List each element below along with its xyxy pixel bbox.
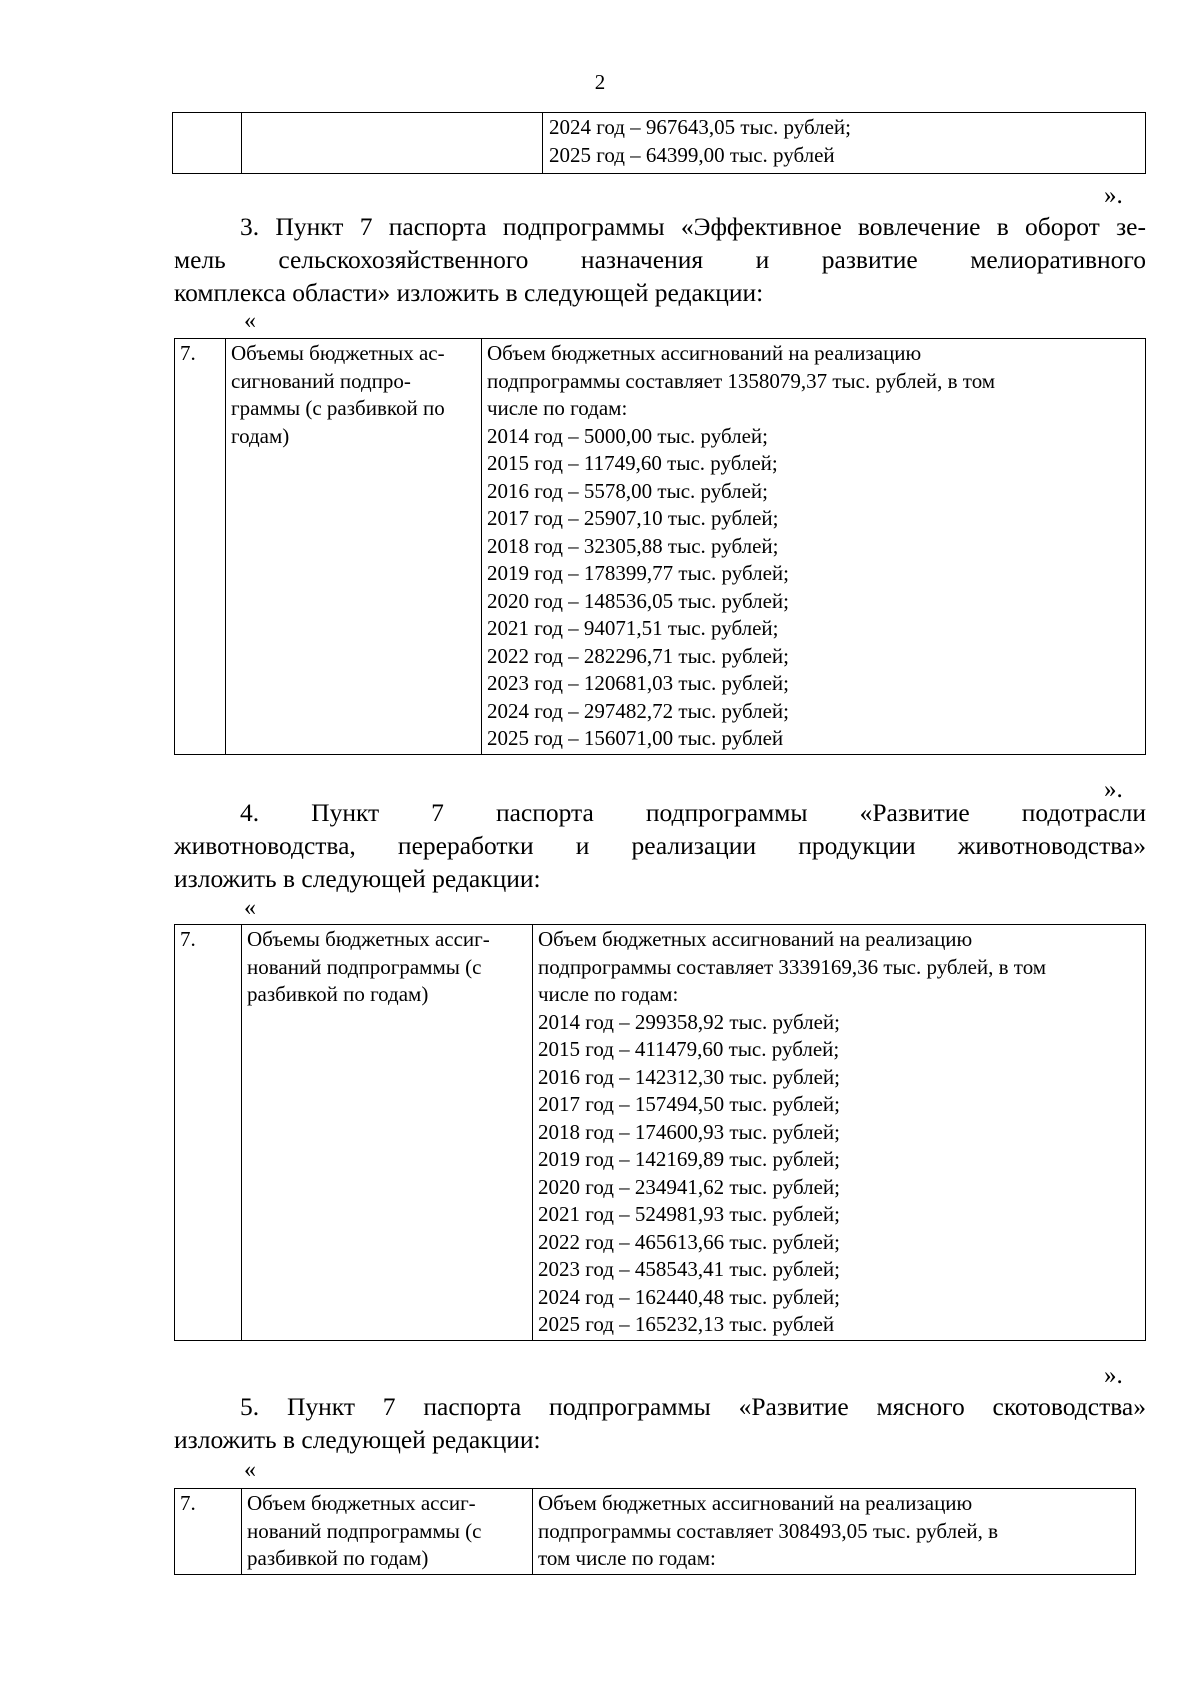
table-cell-num: 7. (175, 339, 226, 755)
label-line: сигнований подпро- (231, 368, 411, 393)
paragraph-line: 4. Пункт 7 паспорта подпрограммы «Развитие подотрасли (240, 798, 1146, 827)
table-cell-values (533, 1489, 1136, 1575)
value-line: 2024 год – 297482,72 тыс. рублей; (487, 698, 790, 723)
value-line: 2014 год – 5000,00 тыс. рублей; (487, 423, 769, 448)
value-line: 2025 год – 156071,00 тыс. рублей (487, 726, 784, 750)
opening-quote: « (244, 1457, 256, 1483)
value-line: 2018 год – 174600,93 тыс. рублей; (538, 1119, 841, 1144)
value-line: 2020 год – 234941,62 тыс. рублей; (538, 1174, 841, 1199)
value-line: 2024 год – 967643,05 тыс. рублей; (549, 115, 852, 139)
section-5-paragraph (174, 1390, 1146, 1456)
table-cell-label (242, 1489, 533, 1575)
label-line: годам) (231, 423, 290, 448)
paragraph-line: 3. Пункт 7 паспорта подпрограммы «Эффективное вовлечение в оборот зе- (240, 212, 1146, 241)
value-line: 2021 год – 524981,93 тыс. рублей; (538, 1202, 841, 1226)
value-line: 2024 год – 162440,48 тыс. рублей; (538, 1284, 841, 1309)
value-line: 2020 год – 148536,05 тыс. рублей; (487, 588, 790, 613)
value-line: 2019 год – 178399,77 тыс. рублей; (487, 561, 790, 585)
closing-quote: ». (1104, 776, 1123, 803)
label-line: Объемы бюджетных ас- (231, 341, 445, 365)
value-line: 2023 год – 120681,03 тыс. рублей; (487, 671, 790, 695)
table-cell-num: 7. (175, 925, 242, 1341)
opening-quote: « (244, 895, 256, 921)
value-line: Объем бюджетных ассигнований на реализацию (538, 1491, 973, 1515)
paragraph-line: изложить в следующей редакции: (174, 1425, 541, 1454)
top-continuation-table (172, 112, 1146, 174)
value-line: 2017 год – 157494,50 тыс. рублей; (538, 1092, 841, 1116)
value-line: 2016 год – 142312,30 тыс. рублей; (538, 1064, 841, 1089)
label-line: разбивкой по годам) (247, 1546, 429, 1570)
value-line: 2018 год – 32305,88 тыс. рублей; (487, 533, 779, 558)
paragraph-line: мель сельскохозяйственного назначения и развитие мелиоративного (174, 245, 1146, 274)
value-line: 2019 год – 142169,89 тыс. рублей; (538, 1147, 841, 1171)
section-5-table (174, 1488, 1136, 1575)
section-4-paragraph (174, 796, 1146, 895)
value-line: 2017 год – 25907,10 тыс. рублей; (487, 506, 779, 530)
label-line: нований подпрограммы (с (247, 954, 482, 979)
closing-quote: ». (1104, 182, 1123, 209)
opening-quote: « (244, 308, 256, 334)
value-line: подпрограммы составляет 1358079,37 тыс. рублей, в том (487, 368, 996, 393)
paragraph-line: животноводства, переработки и реализации продукции животноводства» (174, 831, 1146, 860)
value-line: 2022 год – 282296,71 тыс. рублей; (487, 643, 790, 668)
value-line: числе по годам: (487, 396, 628, 420)
label-line: Объемы бюджетных ассиг- (247, 927, 490, 951)
label-line: Объем бюджетных ассиг- (247, 1491, 476, 1515)
paragraph-line: изложить в следующей редакции: (174, 864, 541, 893)
value-line: 2015 год – 411479,60 тыс. рублей; (538, 1037, 840, 1061)
table-cell-num (173, 113, 242, 174)
label-line: разбивкой по годам) (247, 982, 429, 1006)
value-line: Объем бюджетных ассигнований на реализацию (538, 927, 973, 951)
value-line: числе по годам: (538, 982, 679, 1006)
section-3-table (174, 338, 1146, 755)
table-cell-values (533, 925, 1146, 1341)
closing-quote: ». (1104, 1362, 1123, 1389)
value-line: Объем бюджетных ассигнований на реализацию (487, 341, 922, 365)
paragraph-line: комплекса области» изложить в следующей редакции: (174, 278, 764, 307)
value-line: 2015 год – 11749,60 тыс. рублей; (487, 451, 778, 475)
table-cell-values (543, 113, 1146, 174)
value-line: 2025 год – 64399,00 тыс. рублей (549, 142, 835, 167)
value-line: 2021 год – 94071,51 тыс. рублей; (487, 616, 779, 640)
table-cell-label (226, 339, 482, 755)
table-cell-num: 7. (175, 1489, 242, 1575)
value-line: 2025 год – 165232,13 тыс. рублей (538, 1312, 835, 1336)
value-line: 2023 год – 458543,41 тыс. рублей; (538, 1257, 841, 1281)
paragraph-line: 5. Пункт 7 паспорта подпрограммы «Развитие мясного скотоводства» (240, 1392, 1146, 1421)
page-number: 2 (594, 70, 606, 94)
table-cell-values (482, 339, 1146, 755)
value-line: 2016 год – 5578,00 тыс. рублей; (487, 478, 769, 503)
value-line: подпрограммы составляет 308493,05 тыс. рублей, в (538, 1518, 999, 1543)
table-cell-label (242, 925, 533, 1341)
label-line: нований подпрограммы (с (247, 1518, 482, 1543)
label-line: граммы (с разбивкой по (231, 396, 445, 420)
value-line: 2014 год – 299358,92 тыс. рублей; (538, 1009, 841, 1034)
table-cell-label (242, 113, 543, 174)
value-line: том числе по годам: (538, 1546, 716, 1570)
value-line: 2022 год – 465613,66 тыс. рублей; (538, 1229, 841, 1254)
value-line: подпрограммы составляет 3339169,36 тыс. рублей, в том (538, 954, 1047, 979)
section-4-table (174, 924, 1146, 1341)
section-3-paragraph (174, 210, 1146, 309)
